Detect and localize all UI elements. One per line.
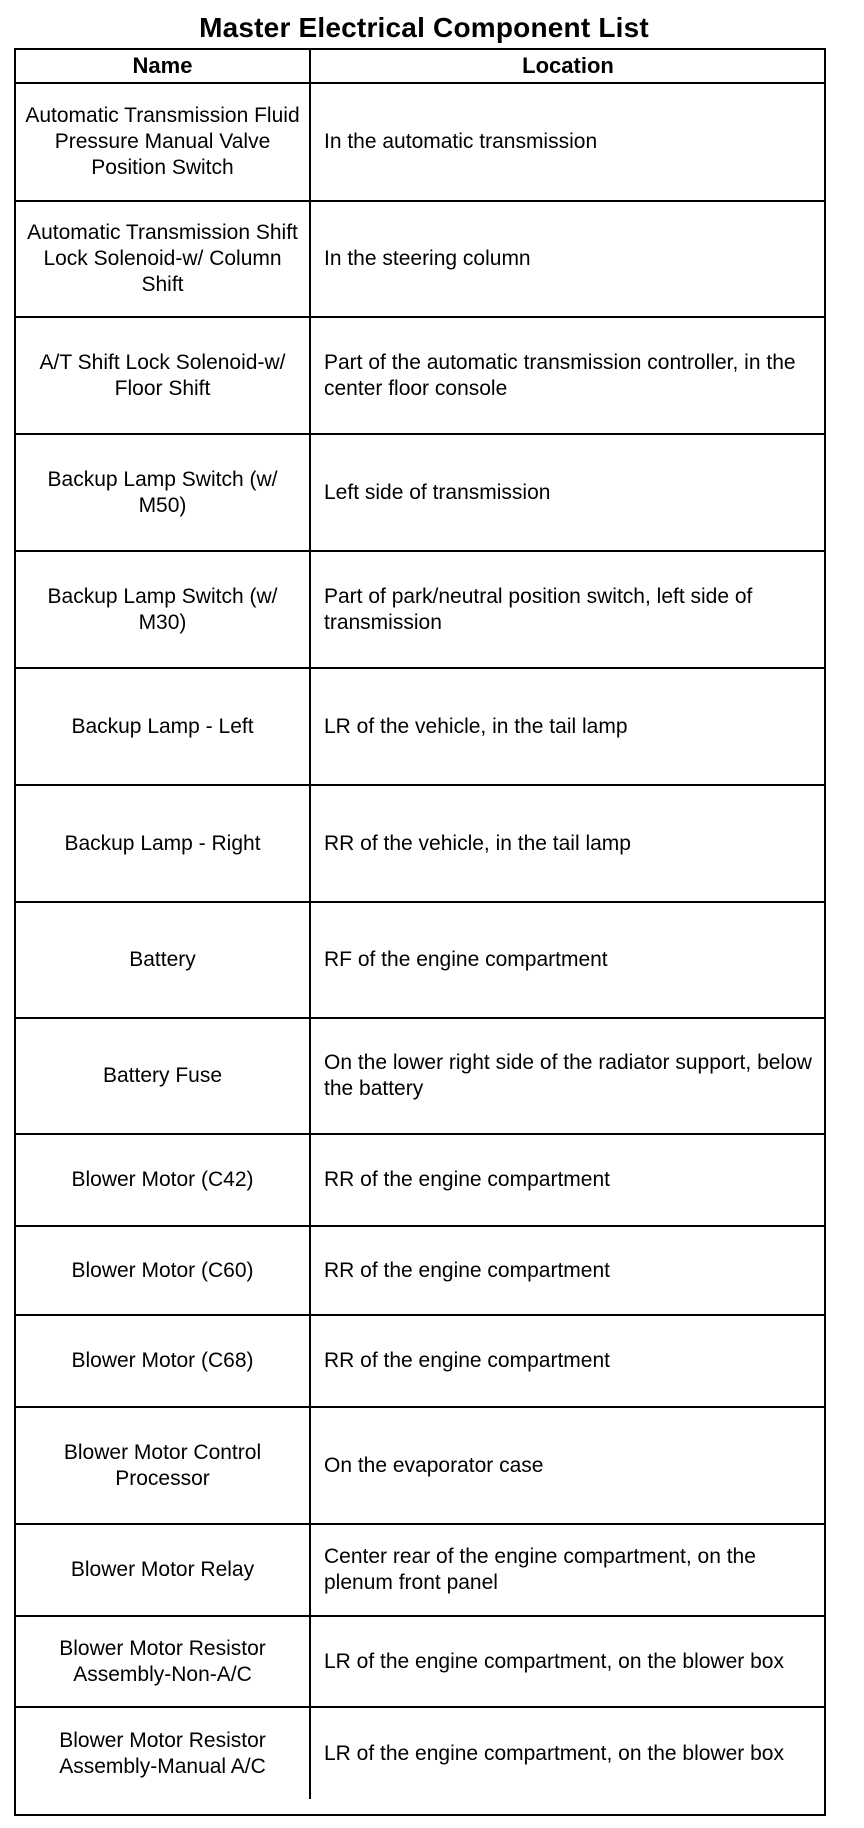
component-location: LR of the vehicle, in the tail lamp [324,714,628,738]
component-name: Blower Motor (C60) [16,1227,311,1314]
component-location: LR of the engine compartment, on the blower box [324,1649,784,1673]
component-name: Blower Motor Relay [16,1525,311,1615]
component-name: Battery [16,903,311,1017]
component-name: Automatic Transmission Shift Lock Solenoid-w/ Column Shift [16,202,311,316]
component-name: Automatic Transmission Fluid Pressure Manual Valve Position Switch [16,84,311,200]
table-row [16,786,824,903]
component-name: A/T Shift Lock Solenoid-w/ Floor Shift [16,318,311,433]
table-row [16,552,824,669]
component-name: Backup Lamp - Left [16,669,311,784]
component-name: Blower Motor Control Processor [16,1408,311,1523]
component-location: On the lower right side of the radiator support, below the battery [324,1051,812,1100]
component-name: Backup Lamp Switch (w/ M30) [16,552,311,667]
component-location: In the automatic transmission [324,130,598,153]
table-row [16,84,824,202]
table-row [16,1316,824,1408]
table-header-row [16,50,824,84]
table-row [16,1135,824,1227]
component-name: Battery Fuse [16,1019,311,1133]
document-title: Master Electrical Component List [199,12,649,43]
table-row [16,435,824,552]
table-row [16,669,824,786]
component-name: Blower Motor (C68) [16,1316,311,1406]
table-row [16,1019,824,1135]
table-row [16,1525,824,1617]
component-location: RR of the engine compartment [324,1168,610,1191]
component-location: RR of the engine compartment [324,1258,610,1282]
component-name: Backup Lamp - Right [16,786,311,901]
table-row [16,202,824,318]
table-row [16,1708,824,1799]
component-location: Left side of transmission [324,480,551,504]
component-name: Blower Motor (C42) [16,1135,311,1225]
component-name: Blower Motor Resistor Assembly-Manual A/C [16,1708,311,1799]
component-name: Blower Motor Resistor Assembly-Non-A/C [16,1617,311,1706]
column-header-name: Name [16,50,311,82]
table-row [16,318,824,435]
component-location: RF of the engine compartment [324,948,608,971]
table-row [16,903,824,1019]
component-location: Center rear of the engine compartment, on the plenum front panel [324,1545,756,1594]
component-location: LR of the engine compartment, on the blower box [324,1741,784,1765]
component-location: Part of the automatic transmission controller, in the center floor console [324,350,796,400]
component-table [14,48,826,1816]
table-row [16,1227,824,1316]
column-header-location: Location [522,53,614,78]
table-row [16,1408,824,1525]
component-location: RR of the engine compartment [324,1349,610,1372]
component-location: In the steering column [324,247,531,270]
component-location: RR of the vehicle, in the tail lamp [324,831,631,855]
component-name: Backup Lamp Switch (w/ M50) [16,435,311,550]
table-row [16,1617,824,1708]
component-location: On the evaporator case [324,1453,544,1477]
component-location: Part of park/neutral position switch, left side of transmission [324,584,753,634]
